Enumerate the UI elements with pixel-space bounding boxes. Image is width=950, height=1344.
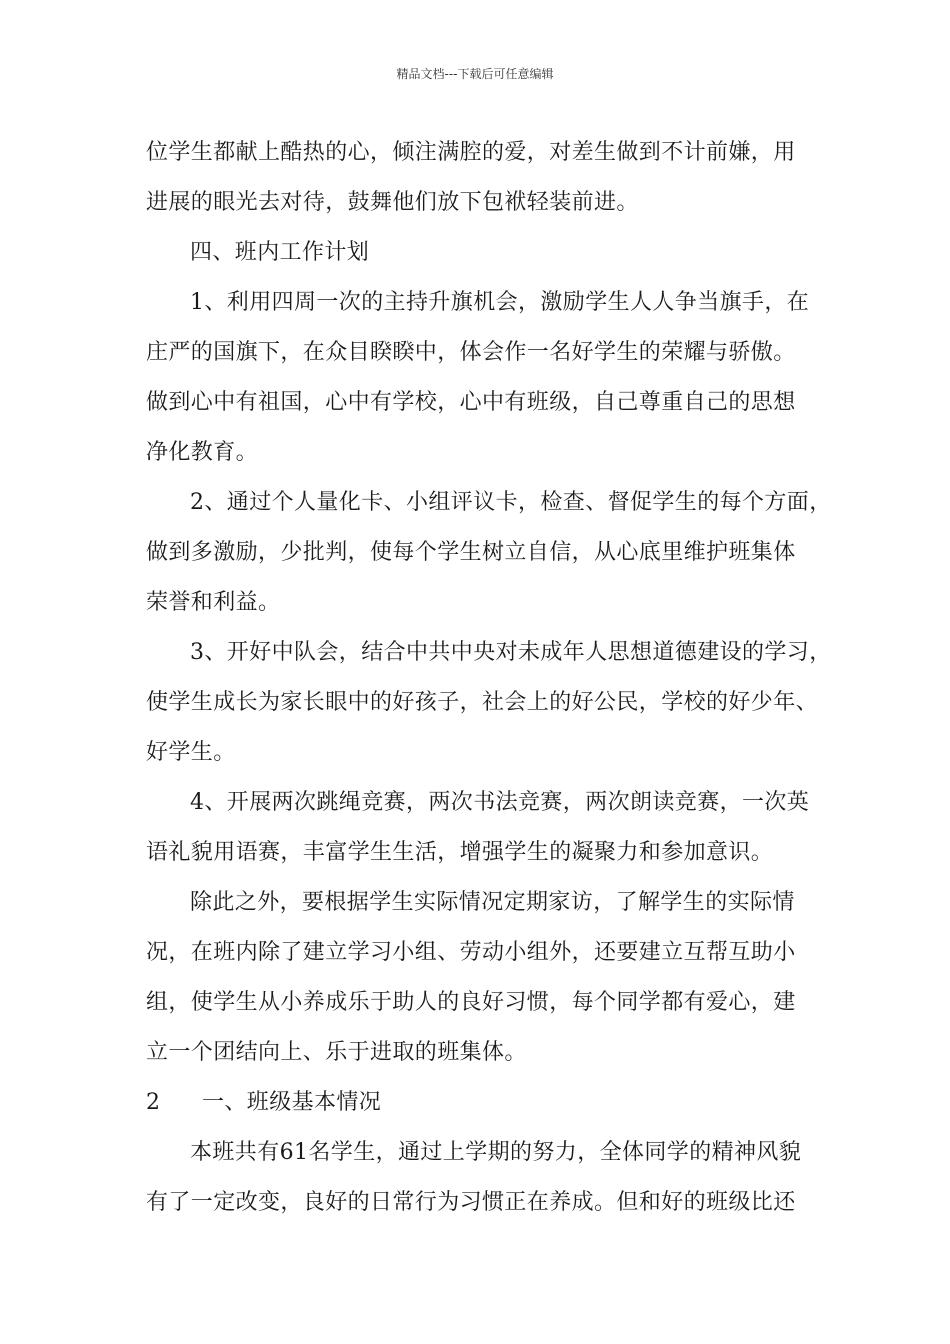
text-line: 庄严的国旗下，在众目睽睽中，体会作一名好学生的荣耀与骄傲。	[146, 340, 796, 365]
section-title: 一、班级基本情况	[202, 1090, 382, 1115]
section-heading: 四、班内工作计划	[190, 240, 370, 265]
section-number: 2	[146, 1090, 161, 1115]
numbered-section-heading	[146, 1078, 836, 1128]
text-line: 1、利用四周一次的主持升旗机会，激励学生人人争当旗手，在	[190, 290, 810, 315]
document-body	[146, 128, 836, 1228]
text-line: 2、通过个人量化卡、小组评议卡，检查、督促学生的每个方面，	[190, 490, 832, 515]
text-line: 位学生都献上酷热的心，倾注满腔的爱，对差生做到不计前嫌，用	[146, 140, 796, 165]
text-line: 语礼貌用语赛，丰富学生生活，增强学生的凝聚力和参加意识。	[146, 840, 774, 865]
text-line: 立一个团结向上、乐于进取的班集体。	[146, 1040, 527, 1065]
text-line: 4、开展两次跳绳竞赛，两次书法竞赛，两次朗读竞赛，一次英	[190, 790, 810, 815]
text-line: 净化教育。	[146, 440, 259, 465]
text-line: 本班共有61名学生，通过上学期的努力，全体同学的精神风貌	[190, 1140, 802, 1165]
text-line: 荣誉和利益。	[146, 590, 281, 615]
text-line: 做到心中有祖国，心中有学校，心中有班级，自己尊重自己的思想	[146, 390, 796, 415]
text-line: 组，使学生从小养成乐于助人的良好习惯，每个同学都有爱心，建	[146, 990, 796, 1015]
page-header: 精品文档---下载后可任意编辑	[396, 67, 554, 81]
text-line: 况，在班内除了建立学习小组、劳动小组外，还要建立互帮互助小	[146, 940, 796, 965]
text-line: 做到多激励，少批判，使每个学生树立自信，从心底里维护班集体	[146, 540, 796, 565]
text-line: 进展的眼光去对待，鼓舞他们放下包袱轻装前进。	[146, 190, 639, 215]
text-line: 有了一定改变，良好的日常行为习惯正在养成。但和好的班级比还	[146, 1190, 796, 1215]
text-line: 3、开好中队会，结合中共中央对未成年人思想道德建设的学习，	[190, 640, 832, 665]
text-line: 使学生成长为家长眼中的好孩子，社会上的好公民，学校的好少年、	[146, 690, 819, 715]
text-line: 除此之外，要根据学生实际情况定期家访，了解学生的实际情	[190, 890, 795, 915]
text-line: 好学生。	[146, 740, 236, 765]
